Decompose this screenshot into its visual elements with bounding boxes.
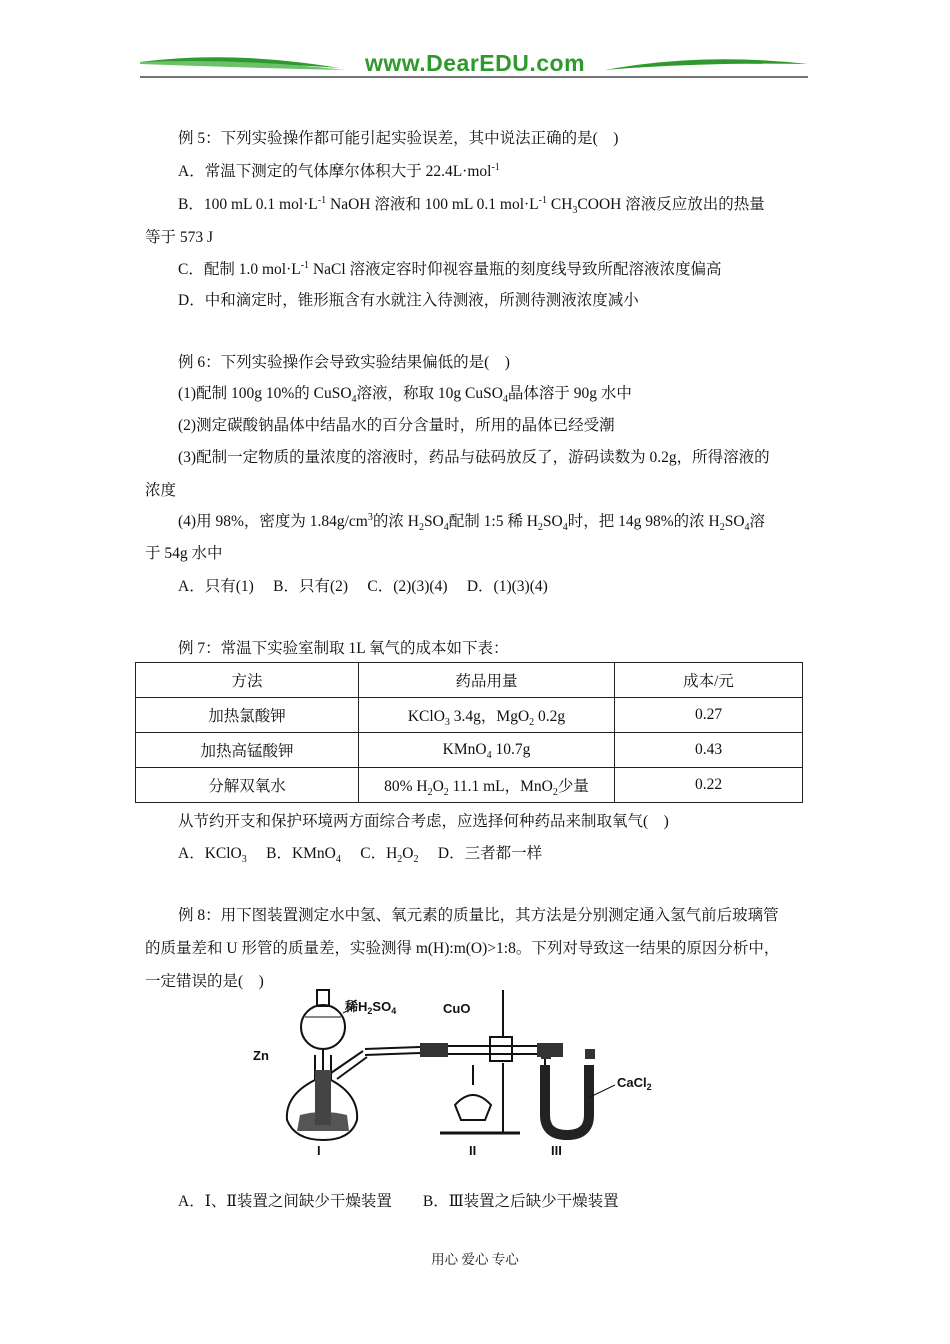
apparatus-diagram (245, 985, 705, 1160)
table-cell-reagent: KMnO$_4$ 10.7g (359, 733, 615, 768)
ex5-option-c: C．配制 1.0 $mol\cdot L^{-1}$ NaCl 溶液定容时仰视容量瓶的刻度线导致所配溶液浓度偏高 (178, 259, 722, 278)
label-acid: 稀$H_2SO_4$ (345, 999, 397, 1016)
ex5-option-b-cont: 等于 573 J (145, 229, 214, 246)
label-cuo: CuO (443, 1001, 471, 1016)
ex6-item-3: (3)配制一定物质的量浓度的溶液时，药品与砝码放反了，游码读数为 0.2g，所得溶液的 (178, 449, 770, 466)
ex6-item-1: (1)配制 100g 10%的 CuSO$_4$溶液，称取 10g CuSO$_4$晶体溶于 90g 水中 (178, 385, 632, 406)
label-device-3: III (551, 1143, 562, 1158)
ex7-options: A．KClO$_3$ B．KMnO$_4$ C．$H_2O_2$ D．三者都一样 (178, 845, 543, 866)
table-cell-cost: 0.43 (615, 733, 803, 768)
table-header-cell: 药品用量 (359, 663, 615, 698)
table-row (136, 768, 803, 803)
cost-table (135, 662, 803, 803)
table-cell-method: 加热高锰酸钾 (136, 733, 359, 768)
ex8-line-3: 一定错误的是( ) (145, 973, 264, 990)
table-cell-method: 加热氯酸钾 (136, 698, 359, 733)
ex6-question: 例 6：下列实验操作会导致实验结果偏低的是( ) (178, 354, 510, 371)
table-cell-cost: 0.27 (615, 698, 803, 733)
table-header-cell: 成本/元 (615, 663, 803, 698)
ex5-question: 例 5：下列实验操作都可能引起实验误差，其中说法正确的是( ) (178, 130, 619, 147)
table-header-cell: 方法 (136, 663, 359, 698)
table-row (136, 733, 803, 768)
ex8-line-1: 例 8：用下图装置测定水中氢、氧元素的质量比，其方法是分别测定通入氢气前后玻璃管 (178, 907, 779, 924)
ex7-after-table: 从节约开支和保护环境两方面综合考虑，应选择何种药品来制取氧气( ) (178, 813, 669, 830)
table-header-row (136, 663, 803, 698)
ex6-item-3-cont: 浓度 (145, 482, 177, 499)
page-footer: 用心 爱心 专心 (431, 1252, 519, 1267)
ex5-option-d: D．中和滴定时，锥形瓶含有水就注入待测液，所测待测液浓度减小 (178, 292, 639, 309)
label-cacl2: CaCl$_2$ (617, 1075, 652, 1092)
ex5-option-b: B．100 mL 0.1 $mol\cdot L^{-1}$ NaOH 溶液和 100 mL 0.1 $mol\cdot L^{-1}$ $CH_3COOH$ 溶液反应放出的热量 (178, 194, 765, 217)
table-cell-reagent: 80% $H_2O_2$ 11.1 mL，MnO$_2$少量 (359, 768, 615, 803)
label-device-1: I (317, 1143, 321, 1158)
ex6-item-2: (2)测定碳酸钠晶体中结晶水的百分含量时，所用的晶体已经受潮 (178, 417, 615, 434)
ex6-item-4: (4)用 98%，密度为 $1.84g/cm^3$的浓 $H_2SO_4$配制 1:5 稀 $H_2SO_4$时，把 14g 98%的浓 $H_2SO_4$溶 (178, 511, 766, 534)
table-cell-reagent: KClO$_3$ 3.4g，MgO$_2$ 0.2g (359, 698, 615, 733)
table-cell-method: 分解双氧水 (136, 768, 359, 803)
page-header (140, 48, 808, 82)
site-logo-text: www.DearEDU.com (364, 50, 586, 76)
ex6-item-4-cont: 于 54g 水中 (145, 545, 223, 562)
ex8-line-2: 的质量差和 U 形管的质量差，实验测得 m(H):m(O)>1:8。下列对导致这一结果的原因分析中， (145, 940, 780, 957)
table-row (136, 698, 803, 733)
ex8-options: A．Ⅰ、Ⅱ装置之间缺少干燥装置 B．Ⅲ装置之后缺少干燥装置 (178, 1193, 619, 1210)
ex5-option-a: A．常温下测定的气体摩尔体积大于 22.4L·mol$^{-1}$ (178, 161, 500, 180)
label-device-2: II (469, 1143, 477, 1158)
ex7-question: 例 7：常温下实验室制取 1L 氧气的成本如下表： (178, 640, 509, 657)
ex6-options: A．只有(1) B．只有(2) C．(2)(3)(4) D．(1)(3)(4) (178, 578, 548, 595)
u-tube-icon (541, 1049, 615, 1135)
table-cell-cost: 0.22 (615, 768, 803, 803)
label-zn: Zn (253, 1048, 269, 1063)
